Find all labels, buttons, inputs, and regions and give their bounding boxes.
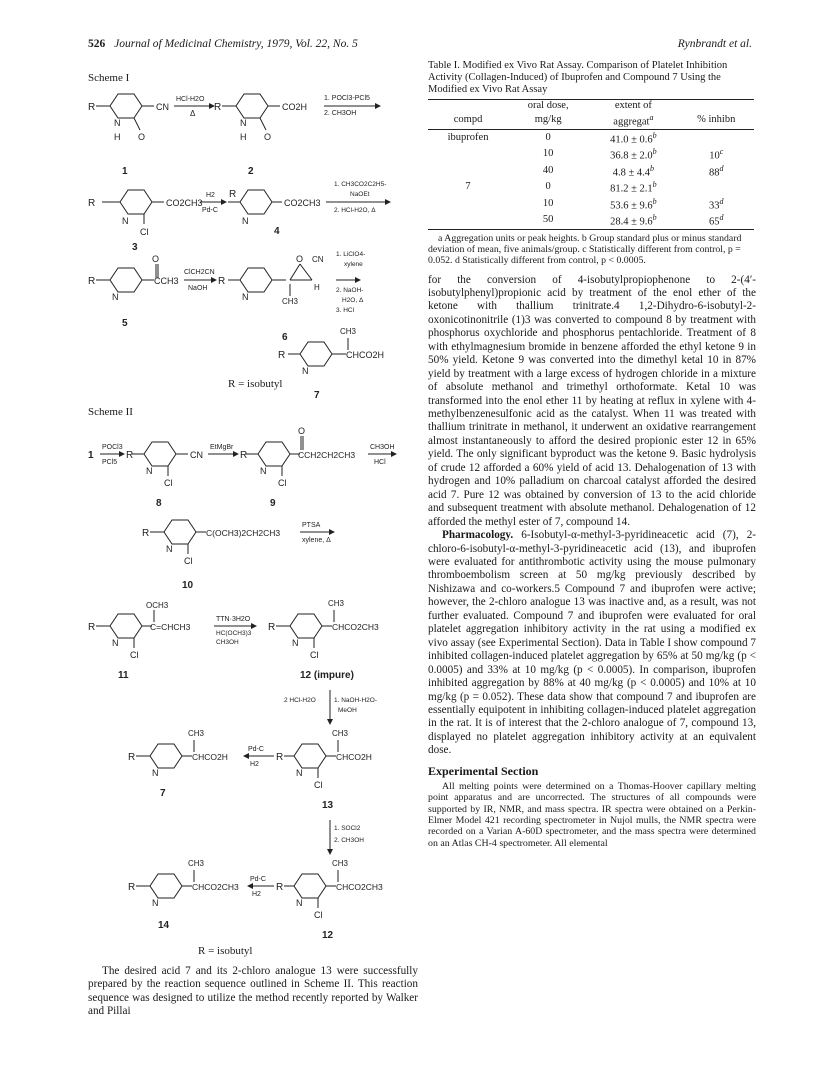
svg-text:N: N bbox=[260, 466, 267, 476]
svg-text:CH3: CH3 bbox=[332, 859, 349, 868]
page-number: 526 bbox=[88, 38, 106, 50]
svg-text:ClCH2CN: ClCH2CN bbox=[184, 269, 215, 276]
svg-text:CCH2CH2CH3: CCH2CH2CH3 bbox=[298, 450, 356, 460]
svg-text:O: O bbox=[152, 254, 160, 264]
compound-13-label: 13 bbox=[322, 800, 334, 811]
svg-text:Pd-C: Pd-C bbox=[202, 207, 218, 214]
svg-text:R: R bbox=[276, 882, 284, 893]
table-cell-dose: 10 bbox=[542, 197, 554, 209]
svg-text:EtMgBr: EtMgBr bbox=[210, 444, 234, 451]
scheme-2-r-definition: R = isobutyl bbox=[198, 945, 253, 957]
svg-text:CH3OH: CH3OH bbox=[216, 639, 239, 646]
table-cell-compd: 7 bbox=[465, 181, 471, 193]
pharmacology-text: 6-Isobutyl-α-methyl-3-pyridineacetic acid (7), 2-chloro-6-isobutyl-α-methyl-3-pyridineacetic acid (13), and ibuprofen were evaluated for antithrombotic activity using the mouse pulmonary thromboembolism screen at 50 mg/kg previously described by Nishizawa and co-workers.5 Compound 7 and ibuprofen were active; however, the 2-chloro analogue 13 was inactive and, as a result, was not further evaluated. Compound 7 and ibuprofen were evaluated for oral platelet aggregation inhibitory activity in the rat using a modified ex vivo assay (see Experimental Section). Data in Table I show compound 7 inhibited collagen-induced platelet aggregation by 65% at 50 mg/kg (p < 0.0005) and 33% at 10 mg/kg (p < 0.0005). In comparison, ibuprofen inhibited aggregation by 88% at 40 mg/kg (p < 0.0005) and 10% at 10 mg/kg (p = 0.052). These data show that compound 7 and ibuprofen are essentially equipotent in inhibiting collagen-induced platelet aggregation in the rat. It is of interest that the 2-chloro analogue of 7, compound 13, displayed no platelet aggregation inhibitory activity at an equivalent dose. bbox=[428, 529, 757, 757]
compound-8-structure bbox=[132, 442, 188, 476]
table-cell-agg: 36.8 ± 2.0$^b$ bbox=[610, 147, 657, 162]
table-cell-dose: 10 bbox=[542, 148, 554, 160]
svg-text:N: N bbox=[146, 466, 153, 476]
compound-9-label: 9 bbox=[270, 498, 276, 509]
svg-text:NaOEt: NaOEt bbox=[350, 191, 370, 198]
svg-text:NaOH: NaOH bbox=[188, 285, 208, 292]
compound-12-impure-label: 12 (impure) bbox=[300, 670, 354, 681]
running-authors: Rynbrandt et al. bbox=[677, 38, 752, 50]
svg-text:R: R bbox=[128, 752, 136, 763]
compound-10-structure bbox=[150, 520, 206, 554]
svg-text:PCl5: PCl5 bbox=[102, 459, 118, 466]
svg-text:CHCO2CH3: CHCO2CH3 bbox=[192, 882, 239, 892]
compound-5-structure bbox=[96, 264, 158, 292]
svg-text:Cl: Cl bbox=[314, 780, 323, 790]
table-cell-inh: 33$^d$ bbox=[709, 196, 724, 211]
svg-text:H: H bbox=[314, 283, 320, 292]
table-cell-compd bbox=[428, 212, 508, 229]
svg-text:CHCO2H: CHCO2H bbox=[346, 350, 385, 360]
svg-text:N: N bbox=[242, 292, 249, 302]
compound-11-structure bbox=[96, 610, 154, 648]
compound-1-cn: CN bbox=[156, 102, 169, 112]
body-paragraph-1: for the conversion of 4-isobutylpropiophenone to 2-(4′-isobutylphenyl)propionic acid by treatment of the enol ether of the ketone with thallium trinitrate.4 1,2-Dihydro-6-isobutyl-2-oxonicotinonitrile (1)3 was converted to compound 8 by treatment with phosphorus oxychloride and phosphorus pentachloride. Treatment of 8 with ethylmagnesium bromide in benzene afforded the ethyl ketone 9 in 50% yield. Ketone 9 was converted into the dimethyl ketal 10 in 87% yield by treatment with a large excess of hydrogen chloride in a mixture of absolute methanol and trimethyl orthoformate. Ketal 10 was transformed into the enol ether 11 by heating at reflux in xylene with 4-methylbenzenesulfonic acid as the catalyst. When 11 was treated with thallium trinitrate in methanol, it underwent an oxidative rearrangement almost instantaneously to afford the desired propionic ester 12 in 65% yield. The only significant byproduct was the ketone 9. Basic hydrolysis of crude 12 afforded a 60% yield of acid 13. Dehalogenation of 13 with hydrogen and 10% palladium on charcoal catalyst afforded the desired acid 7. Pure 12 was obtained by conversion of 13 to the acid chloride and subsequent treatment with absolute methanol. Dehalogenation of 12 afforded the methyl ester of 7, compound 14. bbox=[428, 273, 756, 528]
svg-text:R: R bbox=[240, 450, 248, 461]
table-row bbox=[428, 146, 754, 163]
right-column bbox=[428, 60, 756, 849]
compound-8-label: 8 bbox=[156, 498, 162, 509]
svg-text:Pd-C: Pd-C bbox=[250, 876, 266, 883]
table-cell-inh: 10$^c$ bbox=[709, 147, 724, 162]
compound-14-label: 14 bbox=[158, 920, 170, 931]
svg-text:CHCO2H: CHCO2H bbox=[336, 752, 372, 762]
left-column bbox=[88, 60, 418, 1060]
svg-text:H2: H2 bbox=[252, 891, 261, 898]
svg-text:C(OCH3)2CH2CH3: C(OCH3)2CH2CH3 bbox=[206, 528, 281, 538]
svg-text:HCl: HCl bbox=[374, 459, 386, 466]
compound-4-label: 4 bbox=[274, 226, 280, 237]
svg-text:N: N bbox=[296, 768, 303, 778]
svg-text:N: N bbox=[166, 544, 173, 554]
svg-text:CH3OH: CH3OH bbox=[370, 444, 395, 451]
table-1-footnotes: a Aggregation units or peak heights. b Group standard plus or minus standard deviation of mean, five animals/group. c Statistically different from control, p = 0.052. d Statistically different from control, p < 0.0005. bbox=[428, 232, 742, 266]
svg-text:R: R bbox=[268, 622, 276, 633]
compound-1-o: O bbox=[138, 132, 146, 142]
svg-text:CHCO2CH3: CHCO2CH3 bbox=[336, 882, 383, 892]
table-cell-dose: 0 bbox=[545, 131, 551, 143]
svg-text:O: O bbox=[296, 254, 304, 264]
table-cell-agg: 4.8 ± 4.4$^b$ bbox=[612, 163, 654, 178]
svg-text:CH3: CH3 bbox=[328, 599, 345, 608]
svg-text:Δ: Δ bbox=[190, 109, 196, 118]
svg-text:Cl: Cl bbox=[314, 910, 323, 920]
svg-text:xylene, Δ: xylene, Δ bbox=[302, 537, 331, 544]
svg-text:N: N bbox=[112, 292, 119, 302]
table-row bbox=[428, 196, 754, 213]
svg-text:H: H bbox=[240, 132, 247, 142]
table-1 bbox=[428, 99, 754, 230]
svg-text:N: N bbox=[292, 638, 299, 648]
compound-7-s2-label: 7 bbox=[160, 788, 166, 799]
table-cell-inh: 65$^d$ bbox=[679, 212, 755, 229]
compound-3-label: 3 bbox=[132, 242, 138, 253]
col-compd: compd bbox=[428, 112, 508, 129]
svg-text:Cl: Cl bbox=[164, 478, 173, 488]
scheme-2-diagram bbox=[88, 416, 418, 952]
table-cell-compd bbox=[428, 163, 508, 180]
svg-text:CCH3: CCH3 bbox=[154, 276, 179, 286]
svg-text:R: R bbox=[88, 198, 96, 209]
svg-text:1. SOCl2: 1. SOCl2 bbox=[334, 825, 361, 832]
compound-7-structure bbox=[288, 338, 348, 366]
left-column-paragraph: The desired acid 7 and its 2-chloro analogue 13 were successfully prepared by the reaction sequence outlined in Scheme II. This reaction sequence was designed to utilize the method recently reported by Walker and Pillai bbox=[88, 965, 418, 1018]
compound-13-structure bbox=[284, 740, 338, 778]
experimental-heading: Experimental Section bbox=[428, 763, 539, 778]
scheme-1-title: Scheme I bbox=[88, 72, 130, 84]
svg-text:R: R bbox=[218, 276, 226, 287]
col-agg-2: aggregat$^a$ bbox=[588, 112, 678, 129]
svg-text:Cl: Cl bbox=[184, 556, 193, 566]
svg-text:PTSA: PTSA bbox=[302, 522, 321, 529]
svg-text:1. CH3CO2C2H5-: 1. CH3CO2C2H5- bbox=[334, 181, 387, 188]
compound-2-structure bbox=[222, 94, 280, 130]
table-row bbox=[428, 163, 754, 180]
table-1-caption: Table I. Modified ex Vivo Rat Assay. Comparison of Platelet Inhibition Activity (Collagen-Induced) of Ibuprofen and Compound 7 Using the Modified ex Vivo Rat Assay bbox=[428, 60, 728, 95]
svg-text:H2: H2 bbox=[250, 761, 259, 768]
compound-6-label: 6 bbox=[282, 332, 288, 343]
compound-12-structure bbox=[284, 870, 338, 908]
scheme-1-r-definition: R = isobutyl bbox=[228, 378, 283, 390]
compound-9-structure bbox=[246, 436, 303, 476]
svg-text:N: N bbox=[242, 216, 249, 226]
experimental-paragraph: All melting points were determined on a Thomas-Hoover capillary melting point apparatus and are uncorrected. The structures of all compounds were supported by IR, NMR, and mass spectra. IR spectra were obtained on a Perkin-Elmer Model 421 recording spectrometer in Nujol mulls, the NMR spectra were recorded on a Varian A-60D spectrometer, and the mass spectra were determined on an Atlas CH-4 spectrometer. All elemental bbox=[428, 780, 756, 849]
compound-1-h: H bbox=[114, 132, 121, 142]
table-cell-inh: 88$^d$ bbox=[709, 163, 724, 178]
col-agg-1: extent of bbox=[588, 100, 678, 113]
table-cell-agg: 53.6 ± 9.6$^b$ bbox=[610, 196, 657, 211]
compound-10-label: 10 bbox=[182, 580, 194, 591]
table-cell-agg: 41.0 ± 0.6$^b$ bbox=[610, 130, 657, 145]
svg-text:CO2CH3: CO2CH3 bbox=[166, 198, 203, 208]
svg-text:CHCO2H: CHCO2H bbox=[192, 752, 228, 762]
col-dose-2: mg/kg bbox=[508, 112, 588, 129]
svg-text:Cl: Cl bbox=[278, 478, 287, 488]
svg-text:MeOH: MeOH bbox=[338, 707, 357, 714]
svg-text:3. HCl: 3. HCl bbox=[336, 307, 355, 314]
svg-text:CO2H: CO2H bbox=[282, 102, 308, 112]
page-header bbox=[88, 38, 752, 56]
svg-text:R: R bbox=[214, 102, 222, 113]
svg-text:1. LiClO4-: 1. LiClO4- bbox=[336, 251, 366, 258]
table-row bbox=[428, 212, 754, 229]
svg-text:R: R bbox=[229, 189, 237, 200]
svg-text:2. CH3OH: 2. CH3OH bbox=[334, 837, 364, 844]
svg-text:1. NaOH-H2O-: 1. NaOH-H2O- bbox=[334, 697, 377, 704]
svg-text:C=CHCH3: C=CHCH3 bbox=[150, 622, 191, 632]
svg-text:2 HCl-H2O: 2 HCl-H2O bbox=[284, 697, 316, 704]
table-cell-agg: 81.2 ± 2.1$^b$ bbox=[610, 180, 657, 195]
svg-text:R: R bbox=[88, 276, 96, 287]
svg-text:CN: CN bbox=[190, 450, 203, 460]
pharmacology-paragraph bbox=[428, 529, 756, 758]
svg-text:CO2CH3: CO2CH3 bbox=[284, 198, 321, 208]
table-cell-dose: 0 bbox=[545, 181, 551, 193]
table-row bbox=[428, 129, 754, 146]
compound-3-structure bbox=[102, 190, 164, 224]
table-cell-inh bbox=[679, 179, 755, 196]
svg-text:Pd-C: Pd-C bbox=[248, 746, 264, 753]
col-inhibn: % inhibn bbox=[679, 112, 755, 129]
svg-text:OCH3: OCH3 bbox=[146, 601, 169, 610]
svg-text:H2O, Δ: H2O, Δ bbox=[342, 297, 364, 304]
compound-1-label: 1 bbox=[122, 166, 128, 177]
svg-text:1. POCl3-PCl5: 1. POCl3-PCl5 bbox=[324, 95, 370, 102]
svg-text:R: R bbox=[276, 752, 284, 763]
compound-1-ref: 1 bbox=[88, 450, 94, 461]
svg-text:CH3: CH3 bbox=[282, 297, 299, 306]
svg-text:TTN·3H2O: TTN·3H2O bbox=[216, 616, 251, 623]
svg-text:2. NaOH-: 2. NaOH- bbox=[336, 287, 364, 294]
svg-text:N: N bbox=[112, 638, 119, 648]
svg-text:O: O bbox=[264, 132, 272, 142]
svg-text:CH3: CH3 bbox=[340, 327, 357, 336]
svg-text:N: N bbox=[240, 118, 247, 128]
compound-6-structure bbox=[228, 264, 312, 296]
svg-text:R: R bbox=[128, 882, 136, 893]
table-cell-agg: 28.4 ± 9.6$^b$ bbox=[588, 212, 678, 229]
svg-text:Cl: Cl bbox=[310, 650, 319, 660]
svg-text:CH3: CH3 bbox=[332, 729, 349, 738]
svg-text:N: N bbox=[302, 366, 309, 376]
svg-text:O: O bbox=[298, 426, 306, 436]
svg-text:2. CH3OH: 2. CH3OH bbox=[324, 110, 357, 117]
svg-text:CH3: CH3 bbox=[188, 729, 205, 738]
svg-text:N: N bbox=[296, 898, 303, 908]
compound-1-r: R bbox=[88, 102, 96, 113]
svg-text:Cl: Cl bbox=[130, 650, 139, 660]
compound-1-n: N bbox=[114, 118, 121, 128]
svg-text:POCl3: POCl3 bbox=[102, 444, 123, 451]
svg-text:R: R bbox=[278, 350, 286, 361]
svg-text:CN: CN bbox=[312, 255, 324, 264]
svg-text:N: N bbox=[152, 768, 159, 778]
scheme-1-diagram bbox=[88, 84, 418, 414]
journal-citation: Journal of Medicinal Chemistry, 1979, Vol. 22, No. 5 bbox=[114, 38, 358, 50]
compound-12-label: 12 bbox=[322, 930, 334, 941]
svg-text:HC(OCH3)3: HC(OCH3)3 bbox=[216, 630, 252, 637]
compound-14-structure bbox=[136, 870, 194, 898]
compound-2-label: 2 bbox=[248, 166, 254, 177]
compound-7-label: 7 bbox=[314, 390, 320, 401]
svg-text:CHCO2CH3: CHCO2CH3 bbox=[332, 622, 379, 632]
svg-text:xylene: xylene bbox=[344, 261, 363, 268]
pharmacology-heading: Pharmacology. bbox=[442, 529, 514, 542]
compound-5-label: 5 bbox=[122, 318, 128, 329]
compound-12-impure-structure bbox=[276, 610, 334, 648]
svg-text:CH3: CH3 bbox=[188, 859, 205, 868]
col-dose-1: oral dose, bbox=[508, 100, 588, 113]
table-row bbox=[428, 179, 754, 196]
table-cell-compd bbox=[428, 196, 508, 213]
svg-text:R: R bbox=[142, 528, 150, 539]
svg-text:R: R bbox=[126, 450, 134, 461]
table-cell-compd bbox=[428, 146, 508, 163]
table-cell-dose: 50 bbox=[508, 212, 588, 229]
table-cell-inh bbox=[679, 129, 755, 146]
svg-text:H2: H2 bbox=[206, 192, 215, 199]
table-cell-dose: 40 bbox=[542, 164, 554, 176]
table-cell-compd: ibuprofen bbox=[447, 131, 489, 143]
compound-11-label: 11 bbox=[118, 670, 129, 681]
svg-text:2. HCl-H2O, Δ: 2. HCl-H2O, Δ bbox=[334, 207, 376, 214]
svg-text:HCl-H2O: HCl-H2O bbox=[176, 96, 205, 103]
svg-text:N: N bbox=[122, 216, 129, 226]
svg-text:N: N bbox=[152, 898, 159, 908]
svg-text:R: R bbox=[88, 622, 96, 633]
compound-7-scheme2-structure bbox=[136, 740, 194, 768]
svg-text:Cl: Cl bbox=[140, 227, 149, 237]
scheme-2-title: Scheme II bbox=[88, 406, 133, 418]
compound-1-structure bbox=[96, 94, 154, 130]
